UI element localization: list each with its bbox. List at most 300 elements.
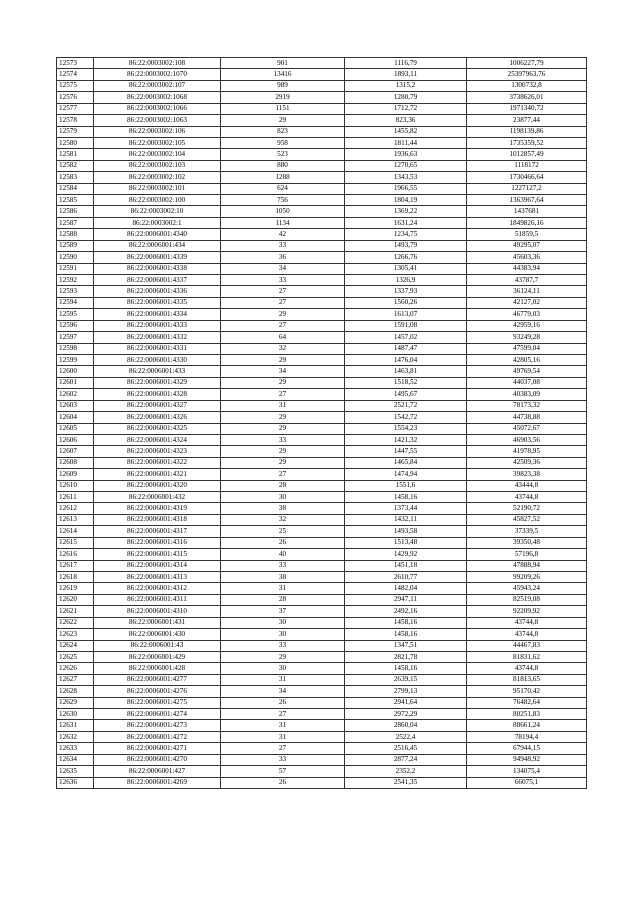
- row-number-cell: 12586: [57, 206, 94, 217]
- cadastral-number-cell: 86:22:0003002:104: [94, 149, 221, 160]
- area-cell: 29: [221, 651, 345, 662]
- table-row: [57, 480, 587, 491]
- area-cell: 27: [221, 389, 345, 400]
- cadastral-number-cell: 86:22:0003002:106: [94, 126, 221, 137]
- row-number-cell: 12601: [57, 377, 94, 388]
- cadastral-number-cell: 86:22:0006001:4336: [94, 286, 221, 297]
- row-number-cell: 12598: [57, 343, 94, 354]
- cadastral-number-cell: 86:22:0006001:4326: [94, 412, 221, 423]
- table-row: [57, 149, 587, 160]
- area-cell: 31: [221, 674, 345, 685]
- row-number-cell: 12591: [57, 263, 94, 274]
- row-number-cell: 12614: [57, 526, 94, 537]
- cadastral-number-cell: 86:22:0003002:1063: [94, 115, 221, 126]
- unit-value-cell: 1451,18: [345, 560, 467, 571]
- row-number-cell: 12609: [57, 469, 94, 480]
- table-row: [57, 583, 587, 594]
- cadastral-number-cell: 86:22:0006001:4334: [94, 309, 221, 320]
- area-cell: 27: [221, 743, 345, 754]
- unit-value-cell: 2492,16: [345, 606, 467, 617]
- row-number-cell: 12600: [57, 366, 94, 377]
- area-cell: 756: [221, 195, 345, 206]
- cadastral-value-cell: 78194,4: [467, 731, 587, 742]
- table-row: [57, 514, 587, 525]
- table-row: [57, 686, 587, 697]
- cadastral-value-cell: 43744,8: [467, 629, 587, 640]
- table-row: [57, 617, 587, 628]
- cadastral-value-cell: 1971340,72: [467, 103, 587, 114]
- area-cell: 26: [221, 697, 345, 708]
- unit-value-cell: 1457,02: [345, 332, 467, 343]
- cadastral-value-cell: 1849826,16: [467, 217, 587, 228]
- row-number-cell: 12607: [57, 446, 94, 457]
- row-number-cell: 12599: [57, 354, 94, 365]
- table-row: [57, 286, 587, 297]
- table-row: [57, 446, 587, 457]
- row-number-cell: 12602: [57, 389, 94, 400]
- table-row: [57, 720, 587, 731]
- cadastral-number-cell: 86:22:0006001:4337: [94, 275, 221, 286]
- area-cell: 1288: [221, 172, 345, 183]
- table-row: [57, 526, 587, 537]
- unit-value-cell: 1493,79: [345, 240, 467, 251]
- row-number-cell: 12577: [57, 103, 94, 114]
- area-cell: 25: [221, 526, 345, 537]
- row-number-cell: 12608: [57, 457, 94, 468]
- cadastral-number-cell: 86:22:0006001:4325: [94, 423, 221, 434]
- unit-value-cell: 1487,47: [345, 343, 467, 354]
- cadastral-number-cell: 86:22:0006001:4272: [94, 731, 221, 742]
- cadastral-number-cell: 86:22:0006001:430: [94, 629, 221, 640]
- area-cell: 30: [221, 617, 345, 628]
- row-number-cell: 12583: [57, 172, 94, 183]
- area-cell: 31: [221, 400, 345, 411]
- area-cell: 30: [221, 492, 345, 503]
- row-number-cell: 12622: [57, 617, 94, 628]
- table-row: [57, 731, 587, 742]
- table-row: [57, 195, 587, 206]
- unit-value-cell: 1518,52: [345, 377, 467, 388]
- table-row: [57, 343, 587, 354]
- cadastral-value-cell: 1006227,79: [467, 58, 587, 69]
- table-row: [57, 400, 587, 411]
- area-cell: 30: [221, 629, 345, 640]
- row-number-cell: 12593: [57, 286, 94, 297]
- unit-value-cell: 2860,04: [345, 720, 467, 731]
- area-cell: 34: [221, 263, 345, 274]
- area-cell: 624: [221, 183, 345, 194]
- area-cell: 33: [221, 754, 345, 765]
- area-cell: 27: [221, 709, 345, 720]
- unit-value-cell: 1234,75: [345, 229, 467, 240]
- cadastral-value-cell: 76482,64: [467, 697, 587, 708]
- unit-value-cell: 1542,72: [345, 412, 467, 423]
- area-cell: 30: [221, 663, 345, 674]
- cadastral-value-cell: 44383,94: [467, 263, 587, 274]
- cadastral-value-cell: 81831,62: [467, 651, 587, 662]
- row-number-cell: 12604: [57, 412, 94, 423]
- cadastral-value-cell: 23877,44: [467, 115, 587, 126]
- table-row: [57, 469, 587, 480]
- cadastral-number-cell: 86:22:0003002:100: [94, 195, 221, 206]
- area-cell: 42: [221, 229, 345, 240]
- cadastral-value-cell: 43444,8: [467, 480, 587, 491]
- cadastral-number-cell: 86:22:0006001:431: [94, 617, 221, 628]
- row-number-cell: 12616: [57, 549, 94, 560]
- cadastral-value-cell: 1437681: [467, 206, 587, 217]
- table-row: [57, 137, 587, 148]
- cadastral-number-cell: 86:22:0003002:1068: [94, 92, 221, 103]
- row-number-cell: 12621: [57, 606, 94, 617]
- cadastral-value-cell: 42509,36: [467, 457, 587, 468]
- area-cell: 32: [221, 343, 345, 354]
- cadastral-number-cell: 86:22:0006001:4320: [94, 480, 221, 491]
- table-row: [57, 537, 587, 548]
- cadastral-value-cell: 78173,32: [467, 400, 587, 411]
- cadastral-value-cell: 44467,83: [467, 640, 587, 651]
- unit-value-cell: 1560,26: [345, 297, 467, 308]
- area-cell: 523: [221, 149, 345, 160]
- unit-value-cell: 1347,51: [345, 640, 467, 651]
- cadastral-number-cell: 86:22:0006001:428: [94, 663, 221, 674]
- table-row: [57, 92, 587, 103]
- cadastral-value-cell: 134075,4: [467, 766, 587, 777]
- cadastral-number-cell: 86:22:0006001:4269: [94, 777, 221, 788]
- unit-value-cell: 2610,77: [345, 571, 467, 582]
- area-cell: 1134: [221, 217, 345, 228]
- row-number-cell: 12578: [57, 115, 94, 126]
- cadastral-number-cell: 86:22:0006001:4322: [94, 457, 221, 468]
- unit-value-cell: 1337,93: [345, 286, 467, 297]
- cadastral-number-cell: 86:22:0006001:4313: [94, 571, 221, 582]
- area-cell: 36: [221, 252, 345, 263]
- row-number-cell: 12630: [57, 709, 94, 720]
- cadastral-number-cell: 86:22:0006001:4335: [94, 297, 221, 308]
- row-number-cell: 12587: [57, 217, 94, 228]
- table-row: [57, 457, 587, 468]
- table-row: [57, 229, 587, 240]
- row-number-cell: 12634: [57, 754, 94, 765]
- cadastral-value-cell: 39823,38: [467, 469, 587, 480]
- cadastral-value-cell: 44037,08: [467, 377, 587, 388]
- area-cell: 29: [221, 457, 345, 468]
- unit-value-cell: 2352,2: [345, 766, 467, 777]
- table-row: [57, 766, 587, 777]
- table-row: [57, 389, 587, 400]
- area-cell: 33: [221, 434, 345, 445]
- cadastral-value-cell: 45072,67: [467, 423, 587, 434]
- row-number-cell: 12595: [57, 309, 94, 320]
- unit-value-cell: 2877,24: [345, 754, 467, 765]
- table-row: [57, 674, 587, 685]
- table-row: [57, 629, 587, 640]
- table-row: [57, 709, 587, 720]
- area-cell: 27: [221, 320, 345, 331]
- cadastral-value-cell: 51859,5: [467, 229, 587, 240]
- area-cell: 64: [221, 332, 345, 343]
- unit-value-cell: 1455,82: [345, 126, 467, 137]
- unit-value-cell: 1493,58: [345, 526, 467, 537]
- cadastral-number-cell: 86:22:0006001:4321: [94, 469, 221, 480]
- table-row: [57, 697, 587, 708]
- table-row: [57, 80, 587, 91]
- unit-value-cell: 1266,76: [345, 252, 467, 263]
- table-row: [57, 240, 587, 251]
- row-number-cell: 12629: [57, 697, 94, 708]
- area-cell: 27: [221, 286, 345, 297]
- row-number-cell: 12580: [57, 137, 94, 148]
- cadastral-number-cell: 86:22:0003002:105: [94, 137, 221, 148]
- unit-value-cell: 1495,67: [345, 389, 467, 400]
- unit-value-cell: 1280,79: [345, 92, 467, 103]
- cadastral-number-cell: 86:22:0006001:4323: [94, 446, 221, 457]
- unit-value-cell: 1712,72: [345, 103, 467, 114]
- area-cell: 31: [221, 583, 345, 594]
- area-cell: 57: [221, 766, 345, 777]
- cadastral-value-cell: 44738,88: [467, 412, 587, 423]
- cadastral-number-cell: 86:22:0003002:102: [94, 172, 221, 183]
- cadastral-value-cell: 45943,24: [467, 583, 587, 594]
- cadastral-value-cell: 25397963,76: [467, 69, 587, 80]
- cadastral-number-cell: 86:22:0003002:1070: [94, 69, 221, 80]
- table-row: [57, 434, 587, 445]
- table-row: [57, 560, 587, 571]
- table-row: [57, 297, 587, 308]
- unit-value-cell: 1476,04: [345, 354, 467, 365]
- cadastral-value-cell: 94948,92: [467, 754, 587, 765]
- area-cell: 33: [221, 275, 345, 286]
- cadastral-number-cell: 86:22:0006001:432: [94, 492, 221, 503]
- area-cell: 38: [221, 571, 345, 582]
- table-row: [57, 640, 587, 651]
- cadastral-value-cell: 1012857,49: [467, 149, 587, 160]
- area-cell: 989: [221, 80, 345, 91]
- table-row: [57, 412, 587, 423]
- unit-value-cell: 2522,4: [345, 731, 467, 742]
- table-row: [57, 606, 587, 617]
- area-cell: 38: [221, 503, 345, 514]
- cadastral-number-cell: 86:22:0006001:4315: [94, 549, 221, 560]
- row-number-cell: 12603: [57, 400, 94, 411]
- table-row: [57, 206, 587, 217]
- unit-value-cell: 2521,72: [345, 400, 467, 411]
- cadastral-value-cell: 52190,72: [467, 503, 587, 514]
- cadastral-value-cell: 47888,94: [467, 560, 587, 571]
- table-row: [57, 651, 587, 662]
- cadastral-number-cell: 86:22:0006001:4277: [94, 674, 221, 685]
- cadastral-number-cell: 86:22:0006001:4316: [94, 537, 221, 548]
- unit-value-cell: 1373,44: [345, 503, 467, 514]
- table-row: [57, 183, 587, 194]
- unit-value-cell: 2972,29: [345, 709, 467, 720]
- table-row: [57, 492, 587, 503]
- row-number-cell: 12615: [57, 537, 94, 548]
- unit-value-cell: 1482,04: [345, 583, 467, 594]
- cadastral-value-cell: 66075,1: [467, 777, 587, 788]
- row-number-cell: 12631: [57, 720, 94, 731]
- cadastral-value-cell: 47599,04: [467, 343, 587, 354]
- cadastral-value-cell: 1118172: [467, 160, 587, 171]
- row-number-cell: 12612: [57, 503, 94, 514]
- table-row: [57, 263, 587, 274]
- area-cell: 2919: [221, 92, 345, 103]
- table-row: [57, 309, 587, 320]
- row-number-cell: 12585: [57, 195, 94, 206]
- cadastral-value-cell: 45827,52: [467, 514, 587, 525]
- cadastral-value-cell: 67944,15: [467, 743, 587, 754]
- table-row: [57, 594, 587, 605]
- cadastral-number-cell: 86:22:0006001:433: [94, 366, 221, 377]
- cadastral-value-cell: 92209,92: [467, 606, 587, 617]
- cadastral-value-cell: 49295,07: [467, 240, 587, 251]
- unit-value-cell: 1305,41: [345, 263, 467, 274]
- area-cell: 33: [221, 560, 345, 571]
- table-row: [57, 571, 587, 582]
- area-cell: 1151: [221, 103, 345, 114]
- unit-value-cell: 1315,2: [345, 80, 467, 91]
- cadastral-value-cell: 43744,8: [467, 492, 587, 503]
- unit-value-cell: 1458,16: [345, 617, 467, 628]
- cadastral-value-cell: 40383,09: [467, 389, 587, 400]
- cadastral-value-cell: 57196,8: [467, 549, 587, 560]
- unit-value-cell: 1369,22: [345, 206, 467, 217]
- cadastral-number-cell: 86:22:0006001:4317: [94, 526, 221, 537]
- cadastral-value-cell: 3738626,01: [467, 92, 587, 103]
- table-row: [57, 115, 587, 126]
- unit-value-cell: 1474,94: [345, 469, 467, 480]
- row-number-cell: 12610: [57, 480, 94, 491]
- area-cell: 29: [221, 412, 345, 423]
- area-cell: 40: [221, 549, 345, 560]
- cadastral-number-cell: 86:22:0006001:4331: [94, 343, 221, 354]
- unit-value-cell: 1513,48: [345, 537, 467, 548]
- unit-value-cell: 1447,55: [345, 446, 467, 457]
- table-row: [57, 320, 587, 331]
- area-cell: 32: [221, 514, 345, 525]
- table-row: [57, 366, 587, 377]
- row-number-cell: 12596: [57, 320, 94, 331]
- unit-value-cell: 2799,13: [345, 686, 467, 697]
- unit-value-cell: 1804,19: [345, 195, 467, 206]
- cadastral-value-cell: 93249,28: [467, 332, 587, 343]
- unit-value-cell: 2947,11: [345, 594, 467, 605]
- row-number-cell: 12611: [57, 492, 94, 503]
- cadastral-number-cell: 86:22:0006001:4314: [94, 560, 221, 571]
- unit-value-cell: 2639,15: [345, 674, 467, 685]
- cadastral-number-cell: 86:22:0006001:4311: [94, 594, 221, 605]
- cadastral-value-cell: 43744,8: [467, 663, 587, 674]
- cadastral-value-cell: 42959,16: [467, 320, 587, 331]
- area-cell: 29: [221, 446, 345, 457]
- unit-value-cell: 1966,55: [345, 183, 467, 194]
- unit-value-cell: 1458,16: [345, 629, 467, 640]
- cadastral-number-cell: 86:22:0006001:4324: [94, 434, 221, 445]
- cadastral-number-cell: 86:22:0006001:4271: [94, 743, 221, 754]
- cadastral-number-cell: 86:22:0006001:429: [94, 651, 221, 662]
- area-cell: 34: [221, 686, 345, 697]
- table-body: [57, 58, 587, 789]
- cadastral-number-cell: 86:22:0006001:4310: [94, 606, 221, 617]
- unit-value-cell: 2516,45: [345, 743, 467, 754]
- cadastral-value-cell: 43744,8: [467, 617, 587, 628]
- row-number-cell: 12624: [57, 640, 94, 651]
- row-number-cell: 12590: [57, 252, 94, 263]
- table-row: [57, 252, 587, 263]
- row-number-cell: 12632: [57, 731, 94, 742]
- cadastral-value-cell: 1735359,52: [467, 137, 587, 148]
- table-row: [57, 743, 587, 754]
- unit-value-cell: 1613,07: [345, 309, 467, 320]
- cadastral-number-cell: 86:22:0006001:4327: [94, 400, 221, 411]
- cadastral-number-cell: 86:22:0006001:4333: [94, 320, 221, 331]
- row-number-cell: 12592: [57, 275, 94, 286]
- area-cell: 29: [221, 423, 345, 434]
- cadastral-number-cell: 86:22:0006001:4274: [94, 709, 221, 720]
- unit-value-cell: 1421,32: [345, 434, 467, 445]
- row-number-cell: 12576: [57, 92, 94, 103]
- area-cell: 901: [221, 58, 345, 69]
- cadastral-value-cell: 1198139,86: [467, 126, 587, 137]
- row-number-cell: 12617: [57, 560, 94, 571]
- area-cell: 28: [221, 480, 345, 491]
- table-row: [57, 377, 587, 388]
- cadastral-number-cell: 86:22:0006001:4338: [94, 263, 221, 274]
- cadastral-value-cell: 36124,11: [467, 286, 587, 297]
- row-number-cell: 12579: [57, 126, 94, 137]
- cadastral-number-cell: 86:22:0006001:4319: [94, 503, 221, 514]
- cadastral-value-cell: 37339,5: [467, 526, 587, 537]
- table-row: [57, 332, 587, 343]
- unit-value-cell: 2541,35: [345, 777, 467, 788]
- area-cell: 13416: [221, 69, 345, 80]
- area-cell: 26: [221, 777, 345, 788]
- cadastral-value-cell: 1300732,8: [467, 80, 587, 91]
- row-number-cell: 12626: [57, 663, 94, 674]
- row-number-cell: 12597: [57, 332, 94, 343]
- cadastral-number-cell: 86:22:0003002:1: [94, 217, 221, 228]
- table-row: [57, 58, 587, 69]
- row-number-cell: 12613: [57, 514, 94, 525]
- cadastral-number-cell: 86:22:0006001:4318: [94, 514, 221, 525]
- cadastral-value-cell: 1730466,64: [467, 172, 587, 183]
- cadastral-number-cell: 86:22:0006001:4270: [94, 754, 221, 765]
- cadastral-number-cell: 86:22:0006001:4340: [94, 229, 221, 240]
- area-cell: 29: [221, 377, 345, 388]
- cadastral-number-cell: 86:22:0003002:108: [94, 58, 221, 69]
- row-number-cell: 12584: [57, 183, 94, 194]
- table-row: [57, 217, 587, 228]
- unit-value-cell: 1811,44: [345, 137, 467, 148]
- cadastral-number-cell: 86:22:0006001:4276: [94, 686, 221, 697]
- unit-value-cell: 2941,64: [345, 697, 467, 708]
- area-cell: 27: [221, 297, 345, 308]
- cadastral-value-cell: 46779,03: [467, 309, 587, 320]
- cadastral-number-cell: 86:22:0006001:43: [94, 640, 221, 651]
- unit-value-cell: 1270,65: [345, 160, 467, 171]
- unit-value-cell: 1465,84: [345, 457, 467, 468]
- row-number-cell: 12575: [57, 80, 94, 91]
- cadastral-number-cell: 86:22:0003002:103: [94, 160, 221, 171]
- cadastral-number-cell: 86:22:0003002:1066: [94, 103, 221, 114]
- cadastral-number-cell: 86:22:0006001:4328: [94, 389, 221, 400]
- cadastral-number-cell: 86:22:0006001:4329: [94, 377, 221, 388]
- table-row: [57, 777, 587, 788]
- cadastral-value-cell: 80251,83: [467, 709, 587, 720]
- row-number-cell: 12589: [57, 240, 94, 251]
- cadastral-number-cell: 86:22:0003002:101: [94, 183, 221, 194]
- cadastral-value-cell: 42127,02: [467, 297, 587, 308]
- row-number-cell: 12594: [57, 297, 94, 308]
